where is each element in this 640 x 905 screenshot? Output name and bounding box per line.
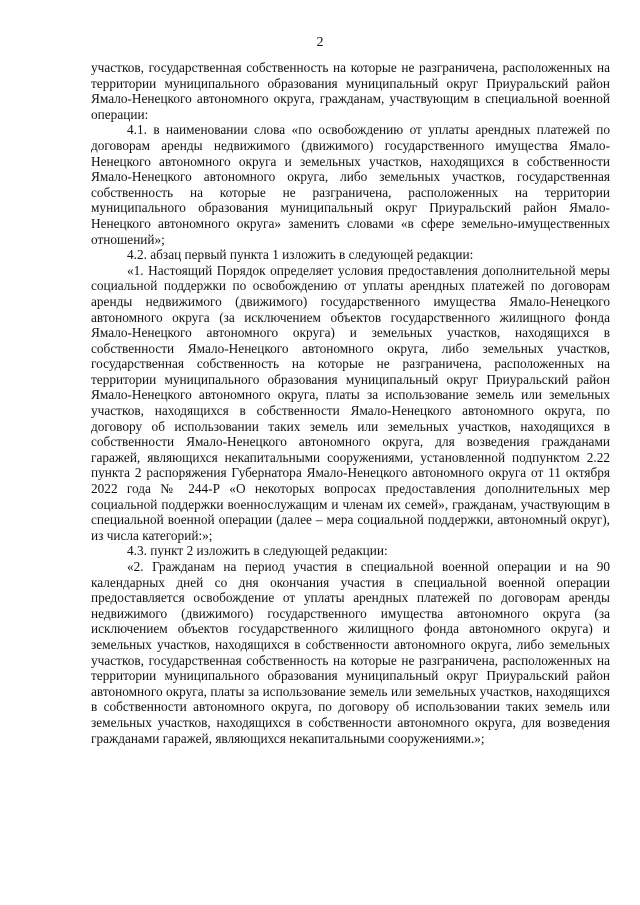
paragraph: «2. Гражданам на период участия в специальной военной операции и на 90 календарных дней со дня окончания участия в специальной военной операции предоставляется освобождение от уплаты арендных платежей по договорам аренды недвижимого (движимого) государственного имущества автономного округа (за исключением объектов государственного жилищного фонда автономного округа) и земельных участков, находящихся в собственности автономного округа, либо земельных участков, государственная собственность на которые не разграничена, расположенных на территории муниципального образования муниципальный округ Приуральский район автономного округа, платы за использование земель или земельных участков, находящихся в собственности автономного округа, по договору об использовании таких земель или земельных участков, находящихся в собственности автономного округа, для возведения гражданами гаражей, являющихся некапитальными сооружениями.»; [91, 559, 610, 746]
paragraph: 4.1. в наименовании слова «по освобождению от уплаты арендных платежей по договорам аренды недвижимого (движимого) государственного имущества Ямало-Ненецкого автономного округа и земельных участков, находящихся в собственности Ямало-Ненецкого автономного округа, либо земельных участков, государственная собственность на которые не разграничена, расположенных на территории муниципального образования муниципальный округ Приуральский район Ямало-Ненецкого автономного округа» заменить словами «в сфере земельно-имущественных отношений»; [91, 122, 610, 247]
paragraph: участков, государственная собственность на которые не разграничена, расположенных на территории муниципального образования муниципальный округ Приуральский район Ямало-Ненецкого автономного округа, гражданам, участвующим в специальной военной операции: [91, 60, 610, 122]
paragraph: 4.3. пункт 2 изложить в следующей редакции: [127, 543, 388, 559]
document-body [91, 60, 610, 746]
page-number: 2 [316, 35, 324, 50]
paragraph: 4.2. абзац первый пункта 1 изложить в следующей редакции: [127, 247, 474, 263]
paragraph: «1. Настоящий Порядок определяет условия предоставления дополнительной меры социальной поддержки по освобождению от уплаты арендных платежей по договорам аренды недвижимого (движимого) государственного имущества Ямало-Ненецкого автономного округа (за исключением объектов государственного жилищного фонда Ямало-Ненецкого автономного округа) и земельных участков, находящихся в собственности Ямало-Ненецкого автономного округа, либо земельных участков, государственная собственность на которые не разграничена, расположенных на территории муниципального образования муниципальный округ Приуральский район Ямало-Ненецкого автономного округа, платы за использование земель или земельных участков, находящихся в собственности Ямало-Ненецкого автономного округа, по договору об использовании таких земель или земельных участков, находящихся в собственности Ямало-Ненецкого автономного округа, для возведения гражданами гаражей, являющихся некапитальными сооружениями, установленной подпунктом 2.22 пункта 2 распоряжения Губернатора Ямало-Ненецкого автономного округа от 11 октября 2022 года № 244-Р «О некоторых вопросах предоставления дополнительных мер социальной поддержки военнослужащим и членам их семей», гражданам, участвующим в специальной военной операции (далее – мера социальной поддержки, автономный округ), из числа категорий:»; [91, 262, 610, 543]
